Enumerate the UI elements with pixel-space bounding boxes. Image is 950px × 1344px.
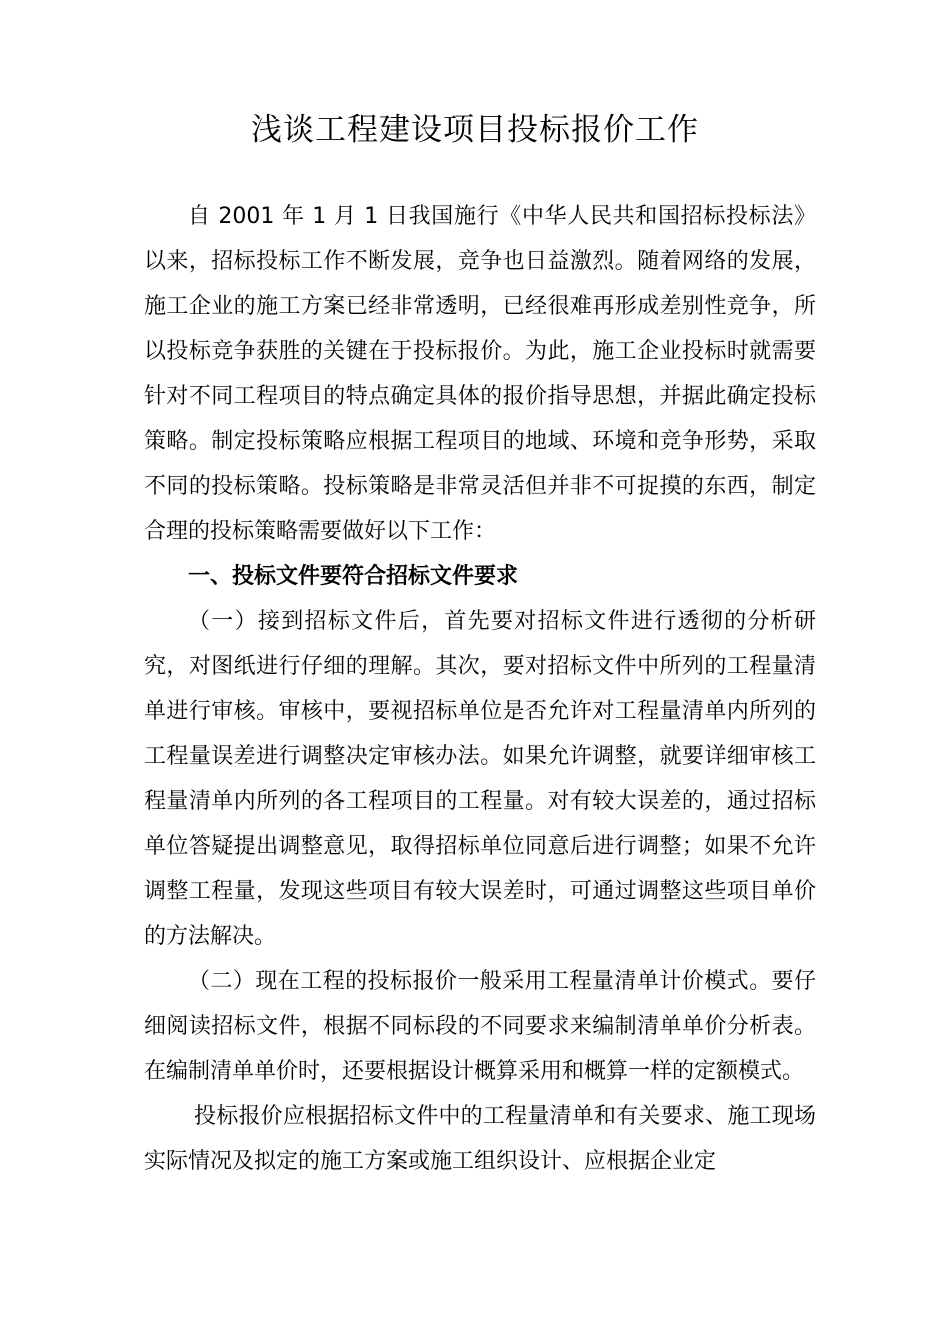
section-heading: 一、投标文件要符合招标文件要求: [188, 564, 519, 589]
document-title: [0, 108, 950, 152]
paragraph-item-1: （一）接到招标文件后，首先要对招标文件进行透彻的分析研究，对图纸进行仔细的理解。其次，要对招标文件中所列的工程量清单进行审核。审核中，要视招标单位是否允许对工程量清单内所列的工程量误差进行调整决定审核办法。如果允许调整，就要详细审核工程量清单内所列的各工程项目的工程量。对有较大误差的，通过招标单位答疑提出调整意见，取得招标单位同意后进行调整；如果不允许调整工程量，发现这些项目有较大误差时，可通过调整这些项目单价的方法解决。: [144, 609, 816, 949]
paragraph-item-2: （二）现在工程的投标报价一般采用工程量清单计价模式。要仔细阅读招标文件，根据不同标段的不同要求来编制清单单价分析表。在编制清单单价时，还要根据设计概算采用和概算一样的定额模式。: [144, 969, 816, 1084]
document-body: [144, 194, 816, 1184]
title-text: 浅谈工程建设项目投标报价工作: [251, 112, 699, 148]
paragraph-item-3: 投标报价应根据招标文件中的工程量清单和有关要求、施工现场实际情况及拟定的施工方案或施工组织设计、应根据企业定: [144, 1104, 816, 1174]
intro-paragraph: 自 2001 年 1 月 1 日我国施行《中华人民共和国招标投标法》以来，招标投标工作不断发展，竞争也日益激烈。随着网络的发展，施工企业的施工方案已经非常透明，已经很难再形成差别性竞争，所以投标竞争获胜的关键在于投标报价。为此，施工企业投标时就需要针对不同工程项目的特点确定具体的报价指导思想，并据此确定投标策略。制定投标策略应根据工程项目的地域、环境和竞争形势，采取不同的投标策略。投标策略是非常灵活但并非不可捉摸的东西，制定合理的投标策略需要做好以下工作：: [144, 204, 816, 544]
